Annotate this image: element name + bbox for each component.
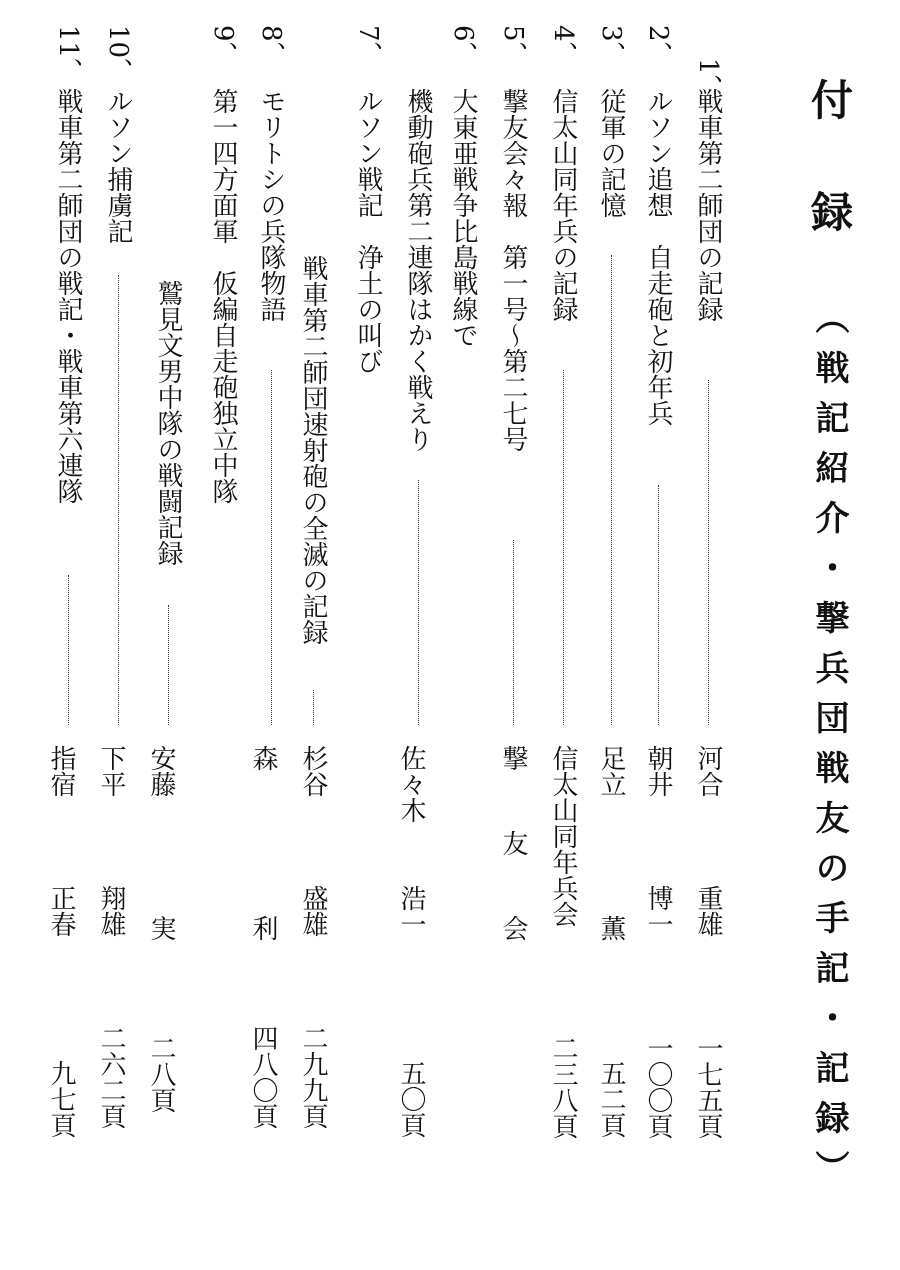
entry-page: 二三八頁 xyxy=(548,1035,578,1139)
entry-number: 5、 xyxy=(498,25,528,68)
entry-subtitle: 鷲見文男中隊の戦闘記録 xyxy=(153,280,183,566)
entry-author-given: 正春 xyxy=(46,885,76,937)
entry-author-given: 盛雄 xyxy=(298,885,328,937)
leader-dots xyxy=(611,255,612,725)
entry-author-given: 翔雄 xyxy=(96,885,126,937)
entry-number: 3、 xyxy=(596,25,626,68)
entry-page: 二六二頁 xyxy=(96,1025,126,1129)
leader-dots xyxy=(418,480,419,725)
appendix-title-char-2: 録 xyxy=(805,190,854,232)
entry-title: 第一四方面軍 仮編自走砲独立中隊 xyxy=(208,88,238,504)
entry-number: 10、 xyxy=(103,25,133,85)
leader-dots xyxy=(658,485,659,725)
entry-page: 二八頁 xyxy=(146,1035,176,1113)
leader-dots xyxy=(118,275,119,725)
entry-page: 五〇頁 xyxy=(396,1060,426,1138)
entry-author-char-1: 撃 xyxy=(498,745,528,771)
leader-dots xyxy=(708,380,709,725)
entry-number: 1、 xyxy=(693,58,723,101)
entry-title: 戦車第二師団の記録 xyxy=(693,88,723,322)
entry-number: 4、 xyxy=(548,25,578,68)
entry-author-given: 薫 xyxy=(596,915,626,941)
entry-title: 戦車第二師団の戦記・戦車第六連隊 xyxy=(53,88,83,504)
entry-title: 信太山同年兵の記録 xyxy=(548,88,578,322)
appendix-subtitle: （戦記紹介・撃兵団戦友の手記・記録） xyxy=(809,300,849,1200)
entry-number: 2、 xyxy=(643,25,673,68)
entry-subtitle: 機動砲兵第二連隊はかく戦えり xyxy=(403,88,433,452)
entry-page: 四八〇頁 xyxy=(248,1025,278,1129)
entry-author-char-3: 会 xyxy=(498,915,528,941)
entry-title: 従軍の記憶 xyxy=(596,88,626,218)
entry-number: 9、 xyxy=(208,25,238,68)
entry-author-given: 重雄 xyxy=(693,885,723,937)
leader-dots xyxy=(68,575,69,725)
entry-author-surname: 佐々木 xyxy=(396,745,426,823)
entry-author-surname: 杉谷 xyxy=(298,745,328,797)
entry-page: 九七頁 xyxy=(46,1060,76,1138)
leader-dots xyxy=(513,540,514,725)
entry-page: 一〇〇頁 xyxy=(643,1035,673,1139)
entry-author-given: 博一 xyxy=(643,885,673,937)
entry-author-surname: 足立 xyxy=(596,745,626,797)
entry-title: ルソン捕虜記 xyxy=(103,88,133,244)
entry-author: 信太山同年兵会 xyxy=(548,745,578,927)
appendix-title-char-1: 付 xyxy=(805,78,854,120)
entry-author-char-2: 友 xyxy=(498,830,528,856)
entry-number: 8、 xyxy=(256,25,286,68)
leader-dots xyxy=(271,370,272,725)
leader-dots xyxy=(313,690,314,725)
entry-author-surname: 朝井 xyxy=(643,745,673,797)
entry-page: 一七五頁 xyxy=(693,1035,723,1139)
entry-title: 撃友会々報 第一号～第二七号 xyxy=(498,88,528,452)
entry-author-surname: 安藤 xyxy=(146,745,176,797)
entry-title: ルソン追想 自走砲と初年兵 xyxy=(643,88,673,426)
leader-dots xyxy=(168,605,169,725)
entry-author-surname: 森 xyxy=(248,745,278,771)
entry-author-given: 浩一 xyxy=(396,885,426,937)
entry-title: モリトシの兵隊物語 xyxy=(256,88,286,322)
entry-title: 大東亜戦争比島戦線で xyxy=(448,88,478,348)
entry-page: 五二頁 xyxy=(596,1060,626,1138)
entry-author-given: 利 xyxy=(248,915,278,941)
entry-page: 二九九頁 xyxy=(298,1025,328,1129)
leader-dots xyxy=(563,370,564,725)
entry-number: 6、 xyxy=(448,25,478,68)
entry-author-surname: 下平 xyxy=(96,745,126,797)
entry-author-given: 実 xyxy=(146,915,176,941)
entry-number: 11、 xyxy=(53,25,83,85)
entry-subtitle: 戦車第二師団速射砲の全滅の記録 xyxy=(298,255,328,645)
entry-title: ルソン戦記 浄土の叫び xyxy=(353,88,383,374)
entry-author-surname: 指宿 xyxy=(46,745,76,797)
entry-author-surname: 河合 xyxy=(693,745,723,797)
entry-number: 7、 xyxy=(353,25,383,68)
